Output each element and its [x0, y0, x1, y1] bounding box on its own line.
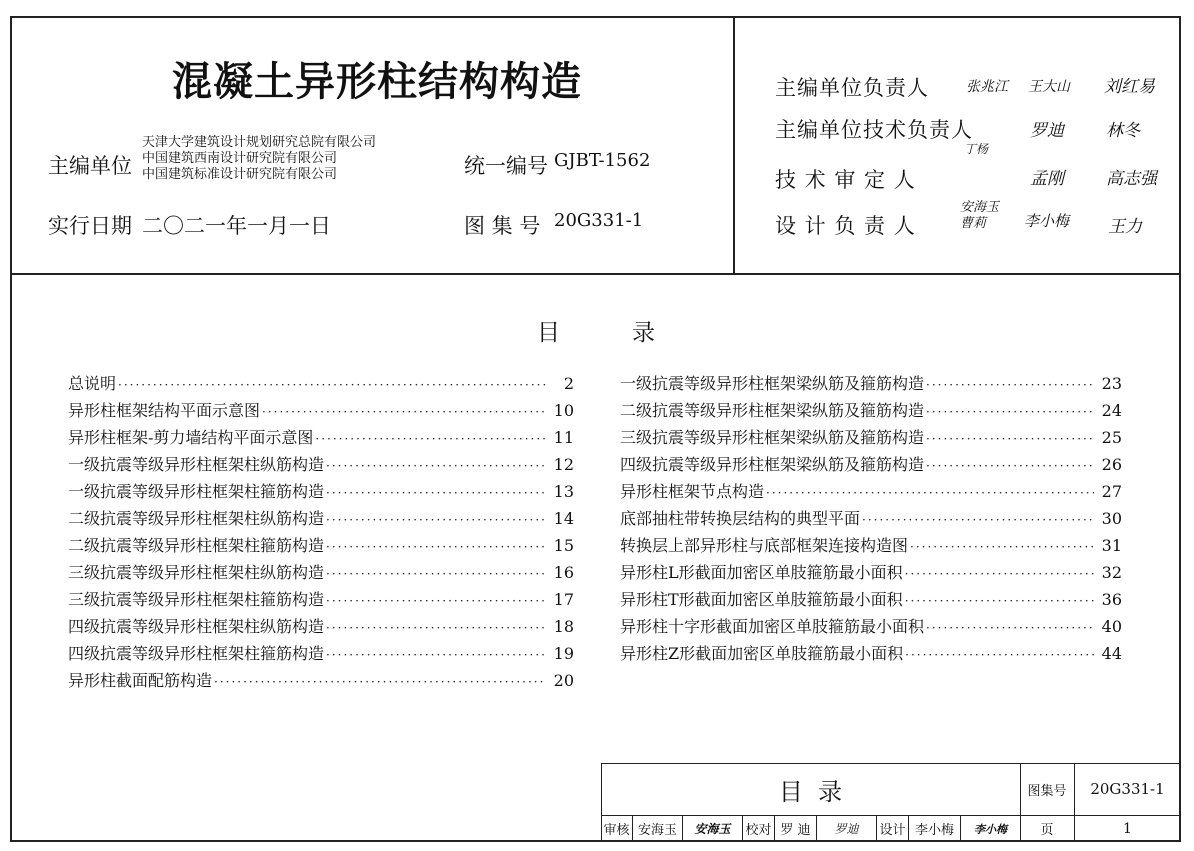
design-label: 设计 [877, 815, 909, 842]
toc-entry: 四级抗震等级异形柱框架柱纵筋构造 ····· 18 [68, 613, 574, 639]
page-value: 1 [1123, 820, 1132, 837]
check-signature: 罗迪 [817, 815, 877, 842]
toc-entry: 一级抗震等级异形柱框架柱箍筋构造 ····· 13 [68, 478, 574, 504]
toc-entry: 异形柱框架结构平面示意图 ····· 10 [68, 397, 574, 423]
toc-entry: 四级抗震等级异形柱框架柱箍筋构造 ····· 19 [68, 640, 574, 666]
toc-entry: 总说明 ····· 2 [68, 370, 574, 396]
toc-title-right: 录 [632, 320, 655, 346]
atlas-number-value: 20G331-1 [554, 210, 644, 231]
toc-entry: 异形柱框架节点构造 ····· 27 [620, 478, 1122, 504]
signature: 丁杨 [964, 142, 989, 156]
code-label: 统一编号 [464, 154, 548, 178]
design-signature: 李小梅 [974, 822, 1007, 836]
toc-entry: 三级抗震等级异形柱框架柱箍筋构造 ····· 17 [68, 586, 574, 612]
toc-entry: 二级抗震等级异形柱框架柱纵筋构造 ····· 14 [68, 505, 574, 531]
toc-entry: 异形柱十字形截面加密区单肢箍筋最小面积 ····· 40 [620, 613, 1122, 639]
toc-title-left: 目 [537, 320, 560, 346]
editor-label: 主编单位 [48, 154, 132, 178]
signature: 罗迪 [1030, 121, 1064, 141]
title-block-atlas-label: 图集号 [1027, 783, 1067, 799]
date-label: 实行日期 [48, 214, 132, 238]
editor-units [142, 135, 376, 183]
signature: 张兆江 [966, 79, 1008, 95]
review-name: 安海玉 [633, 815, 683, 842]
signature: 李小梅 [1024, 212, 1070, 230]
signature: 王力 [1108, 217, 1142, 237]
resp-role-3: 技 术 审 定 人 [775, 168, 916, 192]
toc-entry: 一级抗震等级异形柱框架梁纵筋及箍筋构造 ····· 23 [620, 370, 1122, 396]
toc-entry: 三级抗震等级异形柱框架梁纵筋及箍筋构造 ····· 25 [620, 424, 1122, 450]
toc-entry: 四级抗震等级异形柱框架梁纵筋及箍筋构造 ····· 26 [620, 451, 1122, 477]
toc-entry: 转换层上部异形柱与底部框架连接构造图 ····· 31 [620, 532, 1122, 558]
signature: 高志强 [1106, 169, 1157, 189]
date-value: 二〇二一年一月一日 [142, 214, 331, 238]
atlas-number-label: 图 集 号 [464, 214, 541, 238]
toc-entry: 异形柱T形截面加密区单肢箍筋最小面积 ····· 36 [620, 586, 1122, 612]
toc-entry: 二级抗震等级异形柱框架柱箍筋构造 ····· 15 [68, 532, 574, 558]
resp-role-2: 主编单位技术负责人 [775, 118, 973, 142]
resp-role-1: 主编单位负责人 [775, 76, 929, 100]
page-label: 页 [1040, 823, 1054, 838]
toc-entry: 一级抗震等级异形柱框架柱纵筋构造 ····· 12 [68, 451, 574, 477]
signature: 安海玉 曹莉 [960, 200, 1000, 231]
check-name: 罗 迪 [775, 815, 817, 842]
check-label: 校对 [743, 815, 775, 842]
toc-entry: 异形柱Z形截面加密区单肢箍筋最小面积 ····· 44 [620, 640, 1122, 666]
toc-entry: 底部抽柱带转换层结构的典型平面 ····· 30 [620, 505, 1122, 531]
toc-entry: 异形柱截面配筋构造 ····· 20 [68, 667, 574, 693]
signature: 刘红易 [1104, 77, 1155, 97]
title-block-atlas-value: 20G331-1 [1090, 780, 1165, 798]
design-name: 李小梅 [909, 815, 961, 842]
resp-role-4: 设 计 负 责 人 [775, 214, 916, 238]
review-label: 审核 [601, 815, 633, 842]
title-block [601, 763, 1181, 842]
review-signature: 安海玉 [683, 815, 743, 842]
header-vertical-divider [733, 16, 735, 274]
atlas-title: 混凝土异形柱结构构造 [172, 59, 582, 105]
signature: 孟刚 [1030, 169, 1064, 189]
title-block-name: 目 录 [778, 777, 843, 806]
signature: 王大山 [1028, 79, 1070, 95]
toc-entry: 三级抗震等级异形柱框架柱纵筋构造 ····· 16 [68, 559, 574, 585]
toc-entry: 异形柱框架-剪力墙结构平面示意图 ····· 11 [68, 424, 574, 450]
toc-entry: 异形柱L形截面加密区单肢箍筋最小面积 ····· 32 [620, 559, 1122, 585]
header-divider [10, 273, 1181, 275]
code-value: GJBT-1562 [554, 150, 651, 171]
signature: 林冬 [1106, 121, 1140, 141]
editor-unit-2: 中国建筑西南设计研究院有限公司 [142, 151, 338, 166]
editor-unit-1: 天津大学建筑设计规划研究总院有限公司 [142, 135, 377, 150]
editor-unit-3: 中国建筑标准设计研究院有限公司 [142, 167, 338, 182]
toc-entry: 二级抗震等级异形柱框架梁纵筋及箍筋构造 ····· 24 [620, 397, 1122, 423]
